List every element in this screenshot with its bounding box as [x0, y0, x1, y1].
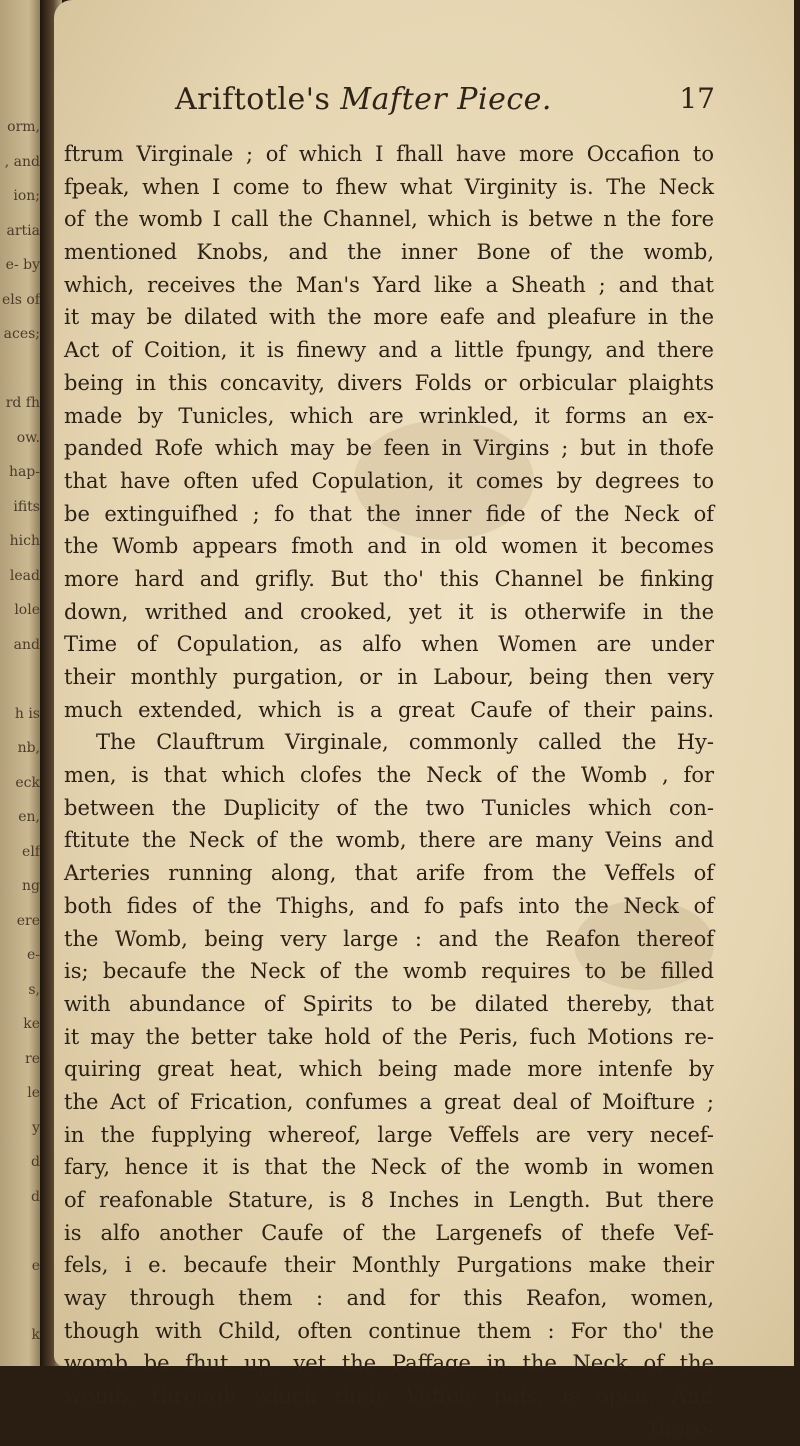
left-margin-fragment: ifits [13, 498, 40, 515]
text-line: is; becaufe the Neck of the womb requires to be filled [64, 959, 714, 984]
text-line: their monthly purgation, or in Labour, being then very [64, 665, 714, 689]
left-margin-fragment: re [25, 1050, 40, 1067]
text-line: Act of Coition, it is finewy and a little fpungy, and there [64, 338, 714, 363]
text-line: in the fupplying whereof, large Veffels are very necef- [64, 1122, 714, 1147]
text-line: it may the better take hold of the Peris, fuch Motions re- [64, 1024, 714, 1049]
text-line: much extended, which is a great Caufe of their pains. [64, 697, 714, 722]
left-margin-fragment: le [27, 1085, 40, 1101]
text-line: be extinguifhed ; fo that the inner fide of the Neck of [64, 501, 714, 526]
left-margin-fragment: ow. [16, 429, 40, 446]
text-line: quiring great heat, which being made more intenfe by [64, 1057, 714, 1082]
left-margin-fragment: y [32, 1119, 40, 1136]
left-margin-fragment [0, 1214, 40, 1249]
text-line: mentioned Knobs, and the inner Bone of the womb, [64, 240, 714, 265]
text-line: which, receives the Man's Yard like a Sheath ; and that [64, 272, 714, 297]
left-margin-fragment [0, 352, 40, 387]
text-line: way through them : and for this Reafon, women, [64, 1286, 714, 1311]
left-margin-fragment: artia [6, 222, 40, 239]
left-margin-fragment [0, 1283, 40, 1318]
left-margin-fragment: hich [9, 533, 40, 549]
running-header [175, 82, 715, 122]
text-line: the Womb appears fmoth and in old women it becomes [64, 534, 714, 559]
left-margin-fragment: e- [26, 947, 40, 963]
left-margin-fragment: en, [18, 809, 40, 825]
running-title [175, 82, 552, 117]
left-margin-fragment: d [31, 1154, 40, 1170]
left-margin-fragment: k [31, 1326, 40, 1343]
left-margin-fragment: , and [4, 153, 40, 170]
text-line: The Clauftrum Virginale, commonly called the Hy- [96, 730, 714, 755]
text-line: Arteries running along, that arife from the Veffels of [64, 861, 714, 886]
left-margin-fragment: els of [1, 291, 40, 308]
left-margin-fragment: and [13, 636, 40, 653]
left-margin-fragment: lole [14, 602, 40, 618]
text-line: made by Tunicles, which are wrinkled, it forms an ex- [64, 403, 714, 428]
left-margin-fragments [0, 110, 40, 1352]
left-margin-fragment [0, 662, 40, 697]
text-line: though with Child, often continue them : For tho' the [64, 1318, 714, 1343]
text-line: the Womb, being very large : and the Reafon thereof [64, 926, 714, 951]
text-line: panded Rofe which may be feen in Virgins ; but in thofe [64, 436, 714, 461]
text-line: being in this concavity, divers Folds or orbicular plaights [64, 370, 714, 395]
left-margin-fragment: eck [15, 774, 40, 791]
text-line: womb, through which thefe Veffels pafs, is open. And [64, 1384, 714, 1409]
left-margin-fragment: hap- [8, 464, 40, 480]
left-margin-fragment: ng [22, 878, 40, 894]
title-italic: Mafter Piece. [340, 82, 552, 117]
text-line: fary, hence it is that the Neck of the womb in women [64, 1155, 714, 1180]
text-line: Time of Copulation, as alfo when Women are under [64, 632, 714, 657]
text-line: is alfo another Caufe of the Largenefs of thefe Vef- [64, 1220, 714, 1245]
left-margin-fragment: orm, [7, 119, 40, 135]
left-margin-fragment: d [31, 1188, 40, 1205]
text-line: of the womb I call the Channel, which is betwe n the fore [64, 207, 714, 232]
page-number: 17 [679, 82, 715, 115]
left-margin-fragment: ere [16, 912, 40, 929]
text-line: womb be fhut up, yet the Paffage in the Neck of the [64, 1351, 714, 1376]
text-line: with abundance of Spirits to be dilated thereby, that [64, 991, 714, 1016]
text-line: more hard and grifly. But tho' this Channel be finking [64, 566, 714, 591]
catchword: there- [650, 1416, 714, 1441]
text-line: between the Duplicity of the two Tunicles which con- [64, 795, 714, 820]
text-line: ftitute the Neck of the womb, there are many Veins and [64, 828, 714, 853]
text-line: men, is that which clofes the Neck of the Womb , for [64, 763, 714, 788]
text-line: ftrum Virginale ; of which I fhall have more Occafion to [64, 142, 714, 166]
left-margin-fragment: h is [14, 705, 40, 722]
left-margin-fragment: ion; [13, 188, 40, 204]
left-margin-fragment: s, [28, 981, 40, 998]
left-margin-fragment: e [31, 1257, 40, 1274]
text-line: down, writhed and crooked, yet it is otherwife in the [64, 599, 714, 624]
left-margin-fragment: nb, [17, 740, 40, 756]
text-line: it may be dilated with the more eafe and pleafure in the [64, 305, 714, 330]
text-line: that have often ufed Copulation, it comes by degrees to [64, 468, 714, 493]
text-line: fels, i e. becaufe their Monthly Purgations make their [64, 1253, 714, 1278]
text-line: both fides of the Thighs, and fo pafs into the Neck of [64, 893, 714, 918]
left-margin-fragment: rd fh [5, 395, 40, 411]
left-margin-fragment: e- by [5, 257, 40, 273]
text-line: fpeak, when I come to fhew what Virginity is. The Neck [64, 174, 714, 199]
left-margin-fragment: ke [23, 1016, 40, 1032]
title-roman: Ariftotle's [175, 82, 341, 117]
left-margin-fragment: aces; [3, 326, 40, 342]
left-margin-fragment: lead [9, 567, 40, 584]
body-text [64, 138, 714, 1446]
text-line: of reafonable Stature, is 8 Inches in Length. But there [64, 1188, 714, 1212]
text-line: the Act of Frication, confumes a great deal of Moifture ; [64, 1089, 714, 1114]
left-margin-fragment: elf [22, 843, 40, 860]
